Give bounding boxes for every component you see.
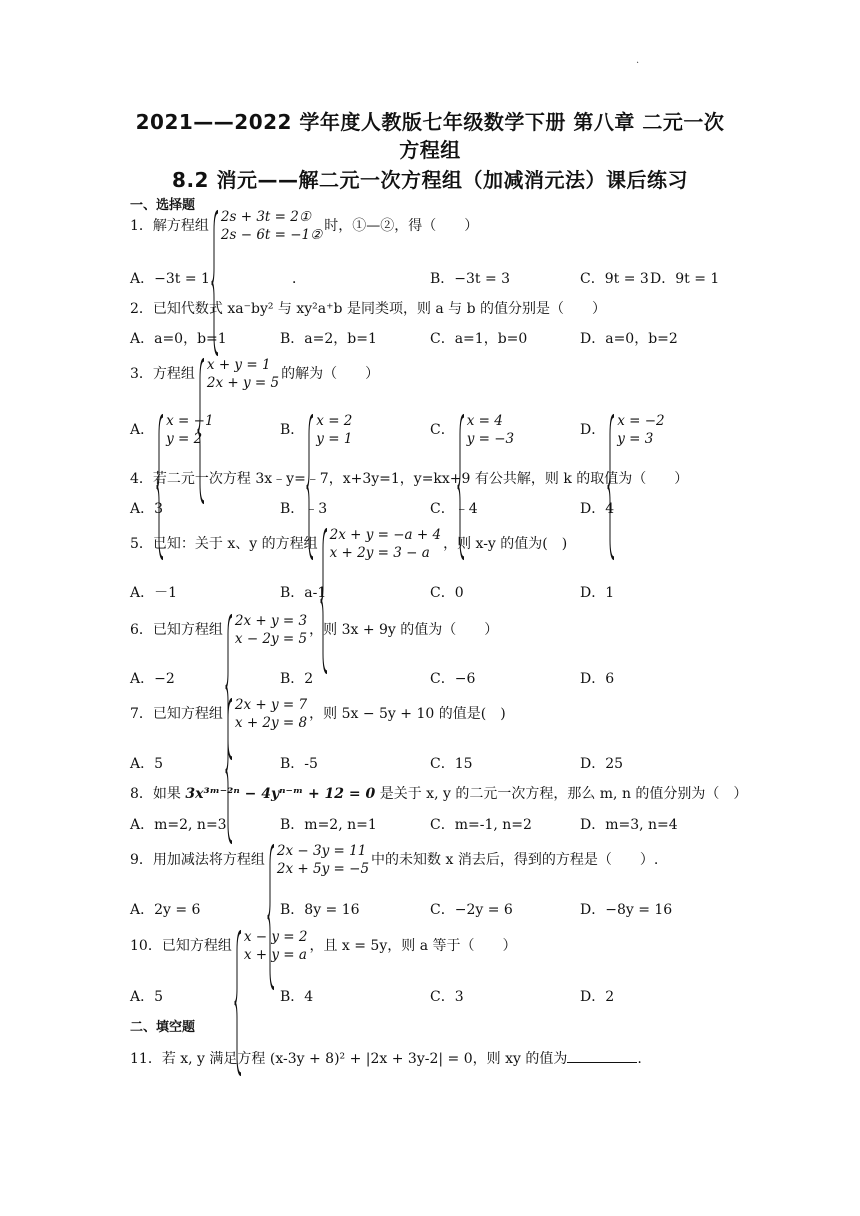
q1-option-a-dot: ． — [292, 271, 306, 287]
q5-option-b: B．a-1 — [280, 585, 327, 601]
q5-eq2: x + 2y = 3 − a — [329, 545, 430, 561]
q7-system — [225, 696, 307, 732]
question-6 — [130, 612, 498, 648]
q1-eq2: 2s − 6t = −1② — [220, 227, 323, 243]
q5-suffix: ，则 x-y 的值为( ) — [443, 536, 568, 552]
q1-option-c: C．9t = 3 — [580, 271, 649, 287]
q7-option-b: B．-5 — [280, 756, 318, 772]
q6-system — [225, 612, 307, 648]
q10-option-c: C．3 — [430, 989, 464, 1005]
question-4: 4．若二元一次方程 3x﹣y=﹣7，x+3y=1，y=kx+9 有公共解，则 k 的取值为（ ） — [130, 471, 689, 487]
q9-option-b: B．8y = 16 — [280, 902, 360, 918]
q9-system — [267, 842, 369, 878]
q6-suffix: ，则 3x + 9y 的值为（ ） — [309, 622, 499, 638]
q7-eq1: 2x + y = 7 — [234, 697, 308, 713]
q10-prefix: 10．已知方程组 — [130, 938, 232, 954]
q1-option-a: A．−3t = 1 — [130, 271, 210, 287]
q10-option-d: D．2 — [580, 989, 615, 1005]
q7-option-a: A．5 — [130, 756, 164, 772]
section-choice: 一、选择题 — [130, 198, 196, 213]
q4-option-b: B．﹣3 — [280, 501, 328, 517]
q8-option-c: C．m=-1, n=2 — [430, 817, 532, 833]
q1-prefix: 1．解方程组 — [130, 218, 209, 234]
q5-option-a: A．－1 — [130, 585, 178, 601]
q7-option-c: C．15 — [430, 756, 473, 772]
q10-eq2: x + y = a — [243, 947, 307, 963]
q7-option-d: D．25 — [580, 756, 624, 772]
question-1 — [130, 208, 478, 244]
q1-suffix: 时，①—②，得（ ） — [324, 218, 479, 234]
question-10 — [130, 928, 517, 964]
brace-icon — [267, 842, 275, 992]
title-line-3: 8.2 消元——解二元一次方程组（加减消元法）课后练习 — [172, 168, 688, 192]
header-mark: · — [636, 58, 640, 69]
q9-eq1: 2x − 3y = 11 — [276, 843, 367, 859]
question-7 — [130, 696, 506, 732]
q6-eq1: 2x + y = 3 — [234, 613, 308, 629]
q11-suffix: . — [637, 1051, 642, 1067]
q10-eq1: x − y = 2 — [243, 929, 308, 945]
q3-suffix: 的解为（ ） — [281, 366, 380, 382]
q2-option-d: D．a=0，b=2 — [580, 331, 678, 347]
q5-eq1: 2x + y = −a + 4 — [329, 527, 442, 543]
q6-option-b: B．2 — [280, 671, 314, 687]
q8-suffix: 是关于 x, y 的二元一次方程，那么 m, n 的值分别为（ ） — [379, 786, 748, 802]
q8-prefix: 8．如果 — [130, 786, 181, 802]
q9-option-c: C．−2y = 6 — [430, 902, 513, 918]
question-3 — [130, 356, 379, 392]
q3-option-a: A． x = −1 y = 2 — [130, 412, 216, 448]
q8-option-b: B．m=2, n=1 — [280, 817, 377, 833]
answer-blank[interactable] — [567, 1050, 637, 1063]
q6-eq2: x − 2y = 5 — [234, 631, 308, 647]
q2-option-c: C．a=1，b=0 — [430, 331, 528, 347]
q4-option-c: C．﹣4 — [430, 501, 478, 517]
q1-option-b: B．−3t = 3 — [430, 271, 511, 287]
q9-suffix: 中的未知数 x 消去后，得到的方程是（ ）. — [371, 852, 659, 868]
q9-option-a: A．2y = 6 — [130, 902, 201, 918]
q9-prefix: 9．用加减法将方程组 — [130, 852, 265, 868]
question-2: 2．已知代数式 xa⁻by² 与 xy²a⁺b 是同类项，则 a 与 b 的值分别是（ ） — [130, 301, 607, 317]
q3-eq1: x + y = 1 — [206, 357, 271, 373]
q5-option-d: D．1 — [580, 585, 615, 601]
q4-option-d: D．4 — [580, 501, 615, 517]
q3-option-d: D． x = −2 y = 3 — [580, 412, 667, 448]
q8-expression: 3x³ᵐ⁻²ⁿ − 4yⁿ⁻ᵐ + 12 = 0 — [185, 786, 376, 802]
q3-eq2: 2x + y = 5 — [206, 375, 280, 391]
q5-system — [320, 526, 441, 562]
q8-option-a: A．m=2, n=3 — [130, 817, 227, 833]
q10-system — [234, 928, 308, 964]
q7-eq2: x + 2y = 8 — [234, 715, 308, 731]
q3-option-b: B． x = 2 y = 1 — [280, 412, 354, 448]
question-11 — [130, 1048, 642, 1068]
q4-option-a: A．3 — [130, 501, 164, 517]
q3-option-c: C． x = 4 y = −3 — [430, 412, 516, 448]
section-fill: 二、填空题 — [130, 1020, 196, 1035]
q11-text: 11．若 x, y 满足方程 (x-3y + 8)² + |2x + 3y-2| = 0，则 xy 的值为 — [130, 1051, 568, 1067]
q2-option-a: A．a=0，b=1 — [130, 331, 227, 347]
q3-system — [197, 356, 279, 392]
question-5 — [130, 526, 567, 562]
q9-eq2: 2x + 5y = −5 — [276, 861, 370, 877]
q10-option-a: A．5 — [130, 989, 164, 1005]
q6-option-d: D．6 — [580, 671, 615, 687]
q1-system — [211, 208, 322, 244]
q6-option-c: C．−6 — [430, 671, 476, 687]
q1-option-d: D．9t = 1 — [650, 271, 720, 287]
q6-option-a: A．−2 — [130, 671, 175, 687]
q7-prefix: 7．已知方程组 — [130, 706, 223, 722]
q2-option-b: B．a=2，b=1 — [280, 331, 377, 347]
q7-suffix: ，则 5x − 5y + 10 的值是( ) — [309, 706, 506, 722]
q5-prefix: 5．已知：关于 x、y 的方程组 — [130, 536, 318, 552]
q10-option-b: B．4 — [280, 989, 314, 1005]
title-line-1: 2021——2022 学年度人教版七年级数学下册 第八章 二元一次 — [135, 110, 725, 134]
question-9 — [130, 842, 658, 878]
q3-prefix: 3．方程组 — [130, 366, 195, 382]
q6-prefix: 6．已知方程组 — [130, 622, 223, 638]
question-8 — [130, 783, 747, 803]
q1-eq1: 2s + 3t = 2① — [220, 209, 311, 225]
q8-option-d: D．m=3, n=4 — [580, 817, 678, 833]
q10-suffix: ，且 x = 5y，则 a 等于（ ） — [309, 938, 517, 954]
q5-option-c: C．0 — [430, 585, 464, 601]
q9-option-d: D．−8y = 16 — [580, 902, 673, 918]
title-line-2: 方程组 — [399, 138, 461, 162]
